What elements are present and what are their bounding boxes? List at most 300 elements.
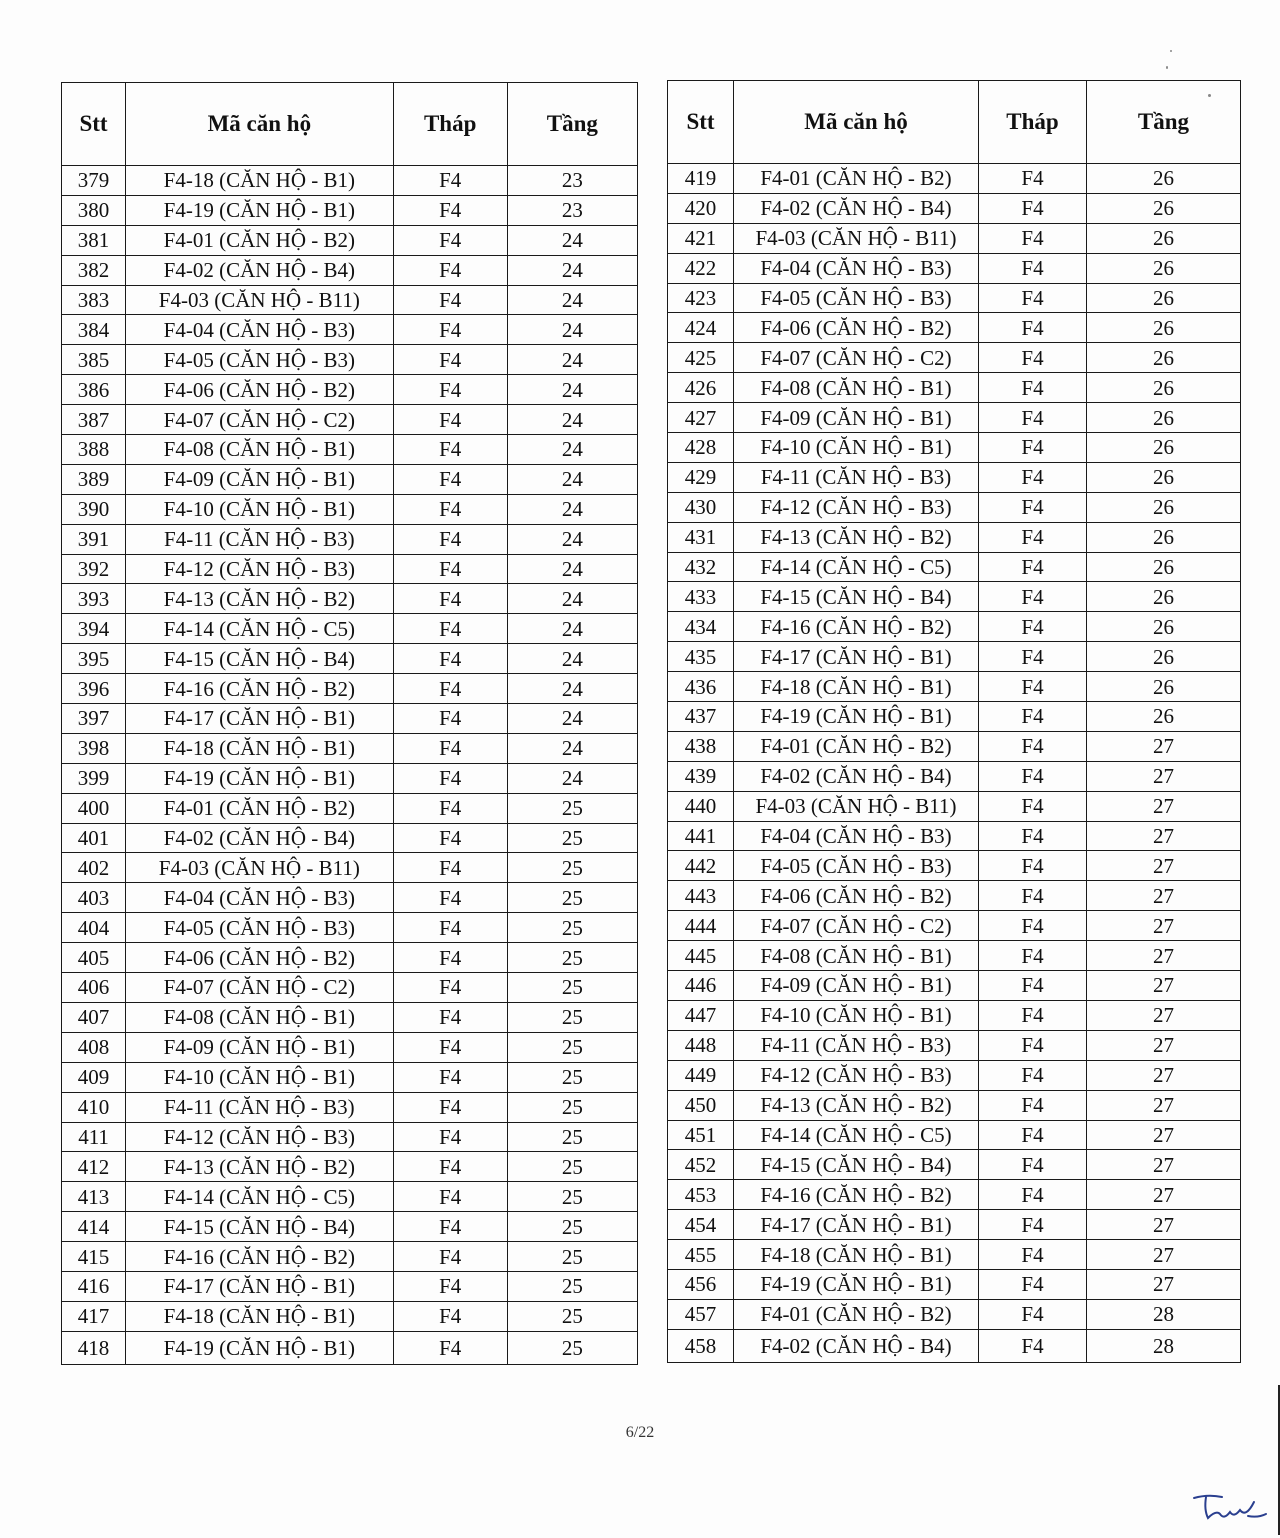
cell-floor: 27	[1087, 941, 1241, 971]
cell-apartment-code: F4-13 (CĂN HỘ - B2)	[734, 1090, 979, 1120]
cell-tower: F4	[979, 343, 1087, 373]
table-row	[668, 164, 1241, 194]
cell-apartment-code: F4-02 (CĂN HỘ - B4)	[734, 1329, 979, 1362]
cell-tower: F4	[979, 403, 1087, 433]
cell-stt: 431	[668, 522, 734, 552]
cell-tower: F4	[393, 943, 507, 973]
table-row	[62, 704, 638, 734]
cell-apartment-code: F4-17 (CĂN HỘ - B1)	[734, 642, 979, 672]
table-row	[668, 343, 1241, 373]
cell-apartment-code: F4-15 (CĂN HỘ - B4)	[734, 1150, 979, 1180]
table-row	[62, 913, 638, 943]
cell-floor: 26	[1087, 642, 1241, 672]
cell-stt: 441	[668, 821, 734, 851]
cell-apartment-code: F4-19 (CĂN HỘ - B1)	[126, 195, 393, 225]
table-row	[668, 582, 1241, 612]
cell-floor: 26	[1087, 403, 1241, 433]
cell-stt: 424	[668, 313, 734, 343]
cell-tower: F4	[393, 435, 507, 465]
cell-stt: 412	[62, 1152, 126, 1182]
cell-stt: 450	[668, 1090, 734, 1120]
cell-stt: 413	[62, 1182, 126, 1212]
cell-stt: 403	[62, 883, 126, 913]
cell-tower: F4	[979, 642, 1087, 672]
cell-apartment-code: F4-03 (CĂN HỘ - B11)	[126, 853, 393, 883]
header-tower: Tháp	[979, 81, 1087, 164]
cell-tower: F4	[979, 851, 1087, 881]
cell-tower: F4	[393, 853, 507, 883]
cell-tower: F4	[979, 1000, 1087, 1030]
cell-tower: F4	[393, 644, 507, 674]
cell-floor: 27	[1087, 851, 1241, 881]
cell-floor: 25	[507, 1271, 637, 1301]
cell-apartment-code: F4-17 (CĂN HỘ - B1)	[734, 1210, 979, 1240]
cell-tower: F4	[393, 554, 507, 584]
table-row	[62, 973, 638, 1003]
cell-floor: 26	[1087, 373, 1241, 403]
table-row	[668, 373, 1241, 403]
cell-tower: F4	[393, 1301, 507, 1331]
table-row	[668, 702, 1241, 732]
cell-floor: 25	[507, 943, 637, 973]
cell-apartment-code: F4-04 (CĂN HỘ - B3)	[126, 883, 393, 913]
cell-floor: 26	[1087, 522, 1241, 552]
cell-floor: 25	[507, 1002, 637, 1032]
cell-floor: 26	[1087, 702, 1241, 732]
cell-apartment-code: F4-11 (CĂN HỘ - B3)	[734, 462, 979, 492]
cell-stt: 389	[62, 464, 126, 494]
cell-tower: F4	[979, 522, 1087, 552]
cell-tower: F4	[979, 253, 1087, 283]
scan-speck	[1170, 50, 1172, 52]
table-row	[668, 821, 1241, 851]
cell-floor: 24	[507, 375, 637, 405]
cell-tower: F4	[393, 1152, 507, 1182]
cell-apartment-code: F4-11 (CĂN HỘ - B3)	[126, 524, 393, 554]
cell-stt: 408	[62, 1032, 126, 1062]
table-row	[62, 494, 638, 524]
cell-floor: 27	[1087, 821, 1241, 851]
cell-tower: F4	[979, 193, 1087, 223]
table-row	[62, 763, 638, 793]
cell-apartment-code: F4-12 (CĂN HỘ - B3)	[734, 492, 979, 522]
table-body	[62, 166, 638, 1365]
cell-apartment-code: F4-09 (CĂN HỘ - B1)	[126, 464, 393, 494]
cell-stt: 453	[668, 1180, 734, 1210]
cell-stt: 410	[62, 1092, 126, 1122]
table-row	[62, 1152, 638, 1182]
cell-stt: 456	[668, 1269, 734, 1299]
cell-floor: 24	[507, 704, 637, 734]
cell-stt: 427	[668, 403, 734, 433]
cell-apartment-code: F4-03 (CĂN HỘ - B11)	[734, 223, 979, 253]
cell-tower: F4	[393, 1182, 507, 1212]
cell-floor: 27	[1087, 1210, 1241, 1240]
table-header-row	[668, 81, 1241, 164]
table-row	[62, 1301, 638, 1331]
cell-apartment-code: F4-13 (CĂN HỘ - B2)	[126, 1152, 393, 1182]
cell-floor: 28	[1087, 1329, 1241, 1362]
cell-tower: F4	[979, 313, 1087, 343]
cell-stt: 425	[668, 343, 734, 373]
cell-tower: F4	[393, 1062, 507, 1092]
cell-apartment-code: F4-10 (CĂN HỘ - B1)	[734, 1000, 979, 1030]
cell-floor: 25	[507, 823, 637, 853]
table-row	[668, 881, 1241, 911]
table-row	[668, 791, 1241, 821]
table-row	[668, 1090, 1241, 1120]
cell-apartment-code: F4-02 (CĂN HỘ - B4)	[734, 193, 979, 223]
cell-floor: 27	[1087, 1090, 1241, 1120]
cell-tower: F4	[393, 614, 507, 644]
cell-floor: 26	[1087, 343, 1241, 373]
table-row	[62, 1002, 638, 1032]
cell-floor: 25	[507, 793, 637, 823]
cell-stt: 411	[62, 1122, 126, 1152]
cell-stt: 409	[62, 1062, 126, 1092]
cell-floor: 27	[1087, 761, 1241, 791]
cell-floor: 25	[507, 1032, 637, 1062]
table-row	[62, 554, 638, 584]
table-row	[668, 971, 1241, 1001]
cell-stt: 379	[62, 166, 126, 196]
table-row	[668, 941, 1241, 971]
cell-apartment-code: F4-07 (CĂN HỘ - C2)	[126, 405, 393, 435]
cell-stt: 451	[668, 1120, 734, 1150]
cell-apartment-code: F4-10 (CĂN HỘ - B1)	[126, 1062, 393, 1092]
cell-floor: 26	[1087, 253, 1241, 283]
cell-apartment-code: F4-05 (CĂN HỘ - B3)	[734, 851, 979, 881]
cell-apartment-code: F4-12 (CĂN HỘ - B3)	[734, 1060, 979, 1090]
cell-floor: 24	[507, 674, 637, 704]
cell-apartment-code: F4-04 (CĂN HỘ - B3)	[126, 315, 393, 345]
cell-floor: 24	[507, 464, 637, 494]
cell-stt: 388	[62, 435, 126, 465]
cell-floor: 24	[507, 644, 637, 674]
cell-apartment-code: F4-08 (CĂN HỘ - B1)	[734, 373, 979, 403]
table-row	[62, 674, 638, 704]
cell-tower: F4	[979, 911, 1087, 941]
table-row	[668, 761, 1241, 791]
cell-stt: 406	[62, 973, 126, 1003]
cell-tower: F4	[979, 1329, 1087, 1362]
table-row	[668, 672, 1241, 702]
header-stt: Stt	[62, 83, 126, 166]
cell-stt: 446	[668, 971, 734, 1001]
scan-speck	[1166, 66, 1168, 69]
table-row	[668, 492, 1241, 522]
cell-tower: F4	[393, 973, 507, 1003]
table-row	[62, 315, 638, 345]
cell-tower: F4	[979, 821, 1087, 851]
table-row	[668, 1210, 1241, 1240]
cell-tower: F4	[979, 1210, 1087, 1240]
table-row	[668, 433, 1241, 463]
table-row	[62, 464, 638, 494]
table-row	[62, 1331, 638, 1364]
cell-floor: 26	[1087, 193, 1241, 223]
cell-stt: 435	[668, 642, 734, 672]
cell-stt: 418	[62, 1331, 126, 1364]
cell-tower: F4	[979, 731, 1087, 761]
cell-tower: F4	[393, 913, 507, 943]
cell-tower: F4	[979, 164, 1087, 194]
table-row	[62, 1062, 638, 1092]
cell-tower: F4	[979, 1030, 1087, 1060]
cell-tower: F4	[393, 464, 507, 494]
cell-stt: 419	[668, 164, 734, 194]
table-row	[668, 731, 1241, 761]
cell-apartment-code: F4-11 (CĂN HỘ - B3)	[126, 1092, 393, 1122]
cell-tower: F4	[393, 1092, 507, 1122]
cell-apartment-code: F4-09 (CĂN HỘ - B1)	[734, 403, 979, 433]
table-row	[62, 1122, 638, 1152]
cell-stt: 383	[62, 285, 126, 315]
cell-apartment-code: F4-15 (CĂN HỘ - B4)	[126, 644, 393, 674]
header-floor: Tầng	[1087, 81, 1241, 164]
apartment-table-right	[667, 80, 1241, 1363]
cell-tower: F4	[979, 492, 1087, 522]
cell-stt: 429	[668, 462, 734, 492]
cell-apartment-code: F4-02 (CĂN HỘ - B4)	[126, 255, 393, 285]
handwritten-signature	[1188, 1488, 1268, 1528]
cell-floor: 25	[507, 1182, 637, 1212]
cell-stt: 393	[62, 584, 126, 614]
cell-apartment-code: F4-07 (CĂN HỘ - C2)	[734, 911, 979, 941]
cell-stt: 454	[668, 1210, 734, 1240]
cell-apartment-code: F4-05 (CĂN HỘ - B3)	[126, 913, 393, 943]
table-row	[668, 253, 1241, 283]
cell-tower: F4	[979, 1150, 1087, 1180]
cell-stt: 426	[668, 373, 734, 403]
table-row	[668, 462, 1241, 492]
cell-apartment-code: F4-05 (CĂN HỘ - B3)	[126, 345, 393, 375]
cell-tower: F4	[393, 733, 507, 763]
cell-apartment-code: F4-18 (CĂN HỘ - B1)	[734, 1240, 979, 1270]
cell-stt: 442	[668, 851, 734, 881]
table-row	[62, 375, 638, 405]
cell-stt: 423	[668, 283, 734, 313]
cell-floor: 25	[507, 1122, 637, 1152]
cell-stt: 390	[62, 494, 126, 524]
cell-floor: 27	[1087, 1240, 1241, 1270]
cell-apartment-code: F4-19 (CĂN HỘ - B1)	[734, 702, 979, 732]
cell-stt: 458	[668, 1329, 734, 1362]
cell-apartment-code: F4-01 (CĂN HỘ - B2)	[126, 793, 393, 823]
cell-floor: 27	[1087, 1060, 1241, 1090]
cell-stt: 455	[668, 1240, 734, 1270]
table-row	[62, 823, 638, 853]
cell-stt: 439	[668, 761, 734, 791]
cell-apartment-code: F4-16 (CĂN HỘ - B2)	[126, 1242, 393, 1272]
cell-tower: F4	[979, 1090, 1087, 1120]
cell-apartment-code: F4-08 (CĂN HỘ - B1)	[734, 941, 979, 971]
cell-stt: 382	[62, 255, 126, 285]
cell-floor: 24	[507, 405, 637, 435]
cell-floor: 27	[1087, 1120, 1241, 1150]
cell-tower: F4	[393, 405, 507, 435]
cell-floor: 24	[507, 285, 637, 315]
table-row	[62, 883, 638, 913]
cell-tower: F4	[393, 793, 507, 823]
cell-stt: 381	[62, 225, 126, 255]
cell-floor: 25	[507, 853, 637, 883]
cell-floor: 27	[1087, 731, 1241, 761]
cell-stt: 405	[62, 943, 126, 973]
table-row	[668, 313, 1241, 343]
cell-apartment-code: F4-15 (CĂN HỘ - B4)	[126, 1212, 393, 1242]
cell-apartment-code: F4-13 (CĂN HỘ - B2)	[734, 522, 979, 552]
cell-tower: F4	[393, 584, 507, 614]
cell-stt: 437	[668, 702, 734, 732]
cell-floor: 24	[507, 584, 637, 614]
cell-floor: 26	[1087, 552, 1241, 582]
cell-stt: 407	[62, 1002, 126, 1032]
cell-stt: 434	[668, 612, 734, 642]
cell-stt: 385	[62, 345, 126, 375]
cell-tower: F4	[979, 941, 1087, 971]
cell-apartment-code: F4-06 (CĂN HỘ - B2)	[126, 943, 393, 973]
cell-tower: F4	[979, 223, 1087, 253]
cell-apartment-code: F4-06 (CĂN HỘ - B2)	[734, 881, 979, 911]
cell-tower: F4	[393, 1271, 507, 1301]
cell-apartment-code: F4-14 (CĂN HỘ - C5)	[734, 552, 979, 582]
table-row	[62, 1092, 638, 1122]
cell-apartment-code: F4-18 (CĂN HỘ - B1)	[126, 733, 393, 763]
cell-apartment-code: F4-18 (CĂN HỘ - B1)	[734, 672, 979, 702]
cell-stt: 404	[62, 913, 126, 943]
cell-floor: 23	[507, 195, 637, 225]
cell-floor: 24	[507, 435, 637, 465]
cell-stt: 399	[62, 763, 126, 793]
cell-tower: F4	[393, 704, 507, 734]
cell-floor: 25	[507, 883, 637, 913]
cell-stt: 447	[668, 1000, 734, 1030]
cell-floor: 24	[507, 733, 637, 763]
table-row	[62, 435, 638, 465]
cell-tower: F4	[393, 166, 507, 196]
cell-apartment-code: F4-09 (CĂN HỘ - B1)	[126, 1032, 393, 1062]
cell-apartment-code: F4-08 (CĂN HỘ - B1)	[126, 435, 393, 465]
cell-tower: F4	[393, 255, 507, 285]
cell-apartment-code: F4-03 (CĂN HỘ - B11)	[126, 285, 393, 315]
cell-apartment-code: F4-01 (CĂN HỘ - B2)	[734, 731, 979, 761]
table-row	[668, 403, 1241, 433]
cell-apartment-code: F4-16 (CĂN HỘ - B2)	[126, 674, 393, 704]
cell-floor: 24	[507, 614, 637, 644]
table-row	[668, 1000, 1241, 1030]
table-row	[62, 614, 638, 644]
cell-floor: 24	[507, 494, 637, 524]
cell-stt: 391	[62, 524, 126, 554]
cell-stt: 416	[62, 1271, 126, 1301]
cell-tower: F4	[393, 1002, 507, 1032]
cell-apartment-code: F4-08 (CĂN HỘ - B1)	[126, 1002, 393, 1032]
cell-floor: 28	[1087, 1299, 1241, 1329]
cell-tower: F4	[393, 285, 507, 315]
cell-apartment-code: F4-09 (CĂN HỘ - B1)	[734, 971, 979, 1001]
header-floor: Tầng	[507, 83, 637, 166]
cell-stt: 415	[62, 1242, 126, 1272]
cell-floor: 26	[1087, 612, 1241, 642]
cell-floor: 27	[1087, 1150, 1241, 1180]
table-row	[62, 1242, 638, 1272]
table-row	[62, 793, 638, 823]
cell-tower: F4	[393, 823, 507, 853]
cell-stt: 444	[668, 911, 734, 941]
cell-stt: 395	[62, 644, 126, 674]
cell-apartment-code: F4-17 (CĂN HỘ - B1)	[126, 704, 393, 734]
table-header-row	[62, 83, 638, 166]
table-row	[668, 223, 1241, 253]
scan-speck	[1208, 94, 1211, 97]
table-row	[668, 193, 1241, 223]
cell-apartment-code: F4-11 (CĂN HỘ - B3)	[734, 1030, 979, 1060]
table-row	[62, 225, 638, 255]
header-stt: Stt	[668, 81, 734, 164]
cell-floor: 26	[1087, 672, 1241, 702]
cell-floor: 25	[507, 1092, 637, 1122]
table-row	[62, 853, 638, 883]
cell-floor: 26	[1087, 164, 1241, 194]
cell-stt: 448	[668, 1030, 734, 1060]
cell-apartment-code: F4-06 (CĂN HỘ - B2)	[126, 375, 393, 405]
cell-floor: 26	[1087, 223, 1241, 253]
cell-tower: F4	[393, 375, 507, 405]
cell-floor: 23	[507, 166, 637, 196]
cell-floor: 27	[1087, 1180, 1241, 1210]
cell-floor: 26	[1087, 283, 1241, 313]
header-apartment-code: Mã căn hộ	[126, 83, 393, 166]
cell-stt: 394	[62, 614, 126, 644]
cell-tower: F4	[979, 1240, 1087, 1270]
cell-tower: F4	[979, 1299, 1087, 1329]
table-row	[62, 1032, 638, 1062]
cell-floor: 24	[507, 315, 637, 345]
cell-floor: 27	[1087, 791, 1241, 821]
cell-apartment-code: F4-18 (CĂN HỘ - B1)	[126, 166, 393, 196]
cell-stt: 438	[668, 731, 734, 761]
cell-stt: 384	[62, 315, 126, 345]
cell-floor: 27	[1087, 881, 1241, 911]
cell-stt: 414	[62, 1212, 126, 1242]
table-row	[62, 195, 638, 225]
cell-stt: 422	[668, 253, 734, 283]
cell-tower: F4	[979, 582, 1087, 612]
table-row	[62, 405, 638, 435]
cell-stt: 397	[62, 704, 126, 734]
cell-floor: 26	[1087, 462, 1241, 492]
cell-floor: 27	[1087, 1000, 1241, 1030]
cell-tower: F4	[979, 1180, 1087, 1210]
table-row	[62, 584, 638, 614]
cell-apartment-code: F4-19 (CĂN HỘ - B1)	[126, 763, 393, 793]
cell-stt: 392	[62, 554, 126, 584]
cell-tower: F4	[393, 225, 507, 255]
cell-tower: F4	[393, 315, 507, 345]
table-row	[668, 1030, 1241, 1060]
cell-floor: 24	[507, 345, 637, 375]
cell-floor: 25	[507, 1212, 637, 1242]
table-row	[62, 166, 638, 196]
cell-stt: 449	[668, 1060, 734, 1090]
cell-stt: 420	[668, 193, 734, 223]
table-row	[62, 345, 638, 375]
table-row	[62, 1271, 638, 1301]
cell-apartment-code: F4-15 (CĂN HỘ - B4)	[734, 582, 979, 612]
cell-apartment-code: F4-18 (CĂN HỘ - B1)	[126, 1301, 393, 1331]
table-row	[668, 522, 1241, 552]
